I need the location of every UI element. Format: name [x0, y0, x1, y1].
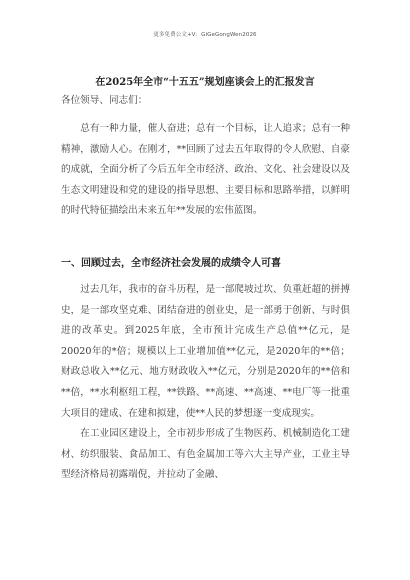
section-heading: 一、回顾过去，全市经济社会发展的成绩令人可喜: [61, 258, 281, 269]
intro-section: [61, 119, 350, 222]
body-paragraph: 过去几年，我市的奋斗历程，是一部爬坡过坎、负重赶超的拼搏史，是一部攻坚克难、团结奋进的创业史，是一部勇于创新、与时俱进的改革史。到2025年底，全市预计完成生产总值**亿元，是20020年的*倍；规模以上工业增加值**亿元，是2020年的**倍；财政总收入**亿元、地方财政收入**亿元，分别是2020年的**倍和**倍，**水利枢纽工程，**铁路、**高速、**高速、**电厂等一批重大项目的建成、在建和拟建，使**人民的梦想逐一变成现实。: [61, 284, 350, 419]
section-body: [61, 280, 350, 486]
intro-paragraph: 总有一种力量，催人奋进；总有一个目标，让人追求；总有一种精神，激励人心。在刚才，**回顾了过去五年取得的令人欣慰、自豪的成就，全面分析了今后五年全市经济、政治、文化、社会建设以及生态文明建设和党的建设的指导思想、主要目标和思路举措，以鲜明的时代特征描绘出未来五年**发展的宏伟蓝图。: [61, 123, 350, 217]
salutation: 各位领导、同志们：: [61, 95, 148, 106]
header-promo-note: 更多免费公文+V：GiGeGongWen2026: [153, 32, 257, 38]
document-title: 在2025年全市“十五五”规划座谈会上的汇报发言: [95, 77, 315, 88]
body-paragraph: 在工业园区建设上，全市初步形成了生物医药、机械制造化工建材、纺织服装、食品加工、有色金属加工等六大主导产业，工业主导型经济格局初露端倪，并拉动了金融、: [61, 428, 350, 481]
